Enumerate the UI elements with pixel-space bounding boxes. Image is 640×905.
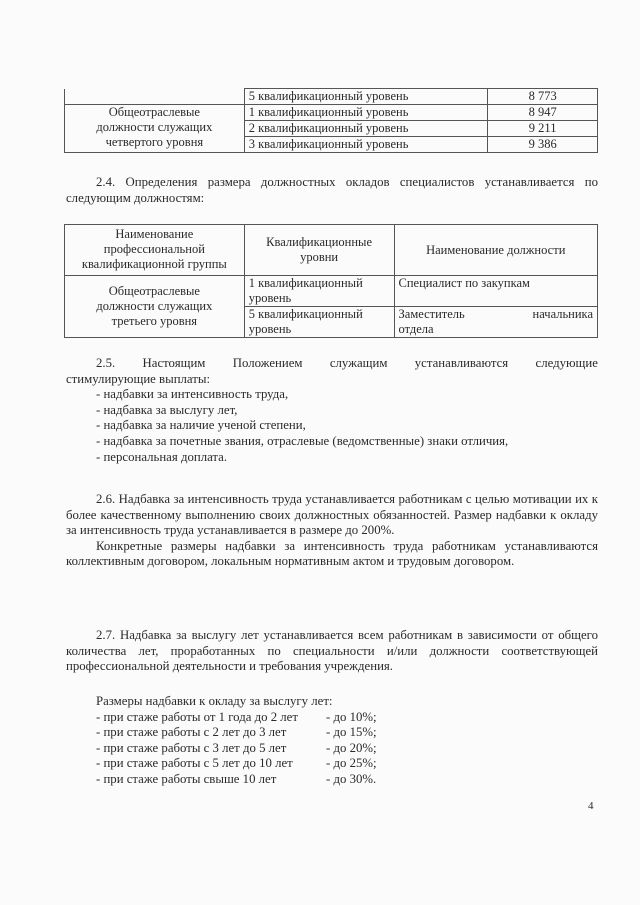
positions-table-third-level bbox=[64, 224, 598, 338]
qualification-level: 3 квалификационный уровень bbox=[244, 137, 488, 153]
qualification-level: 1 квалификационный уровень bbox=[244, 276, 394, 307]
salary-value: 8 947 bbox=[488, 105, 598, 121]
list-item: - при стаже работы с 2 лет до 3 лет - до 15%; bbox=[96, 725, 377, 740]
header-level: Квалификационные уровни bbox=[244, 225, 394, 276]
salary-value: 8 773 bbox=[488, 89, 598, 105]
qualification-level: 5 квалификационный уровень bbox=[244, 89, 488, 105]
list-item: - надбавка за наличие ученой степени, bbox=[96, 418, 306, 433]
list-item: - при стаже работы с 3 лет до 5 лет - до 20%; bbox=[96, 740, 377, 755]
group-cell: Общеотраслевые должности служащих четвертого уровня bbox=[65, 105, 245, 153]
section-2-7: 2.7. Надбавка за выслугу лет устанавливается всем работникам в зависимости от общего количества лет, проработанных по специальности и/или должности соответствующей профессиональной деятельности и требования учреждения. bbox=[66, 628, 598, 674]
section-2-4: 2.4. Определения размера должностных окладов специалистов устанавливается по следующим должностям: bbox=[66, 175, 598, 205]
page-number: 4 bbox=[588, 800, 594, 812]
list-item: - персональная доплата. bbox=[96, 449, 228, 464]
qualification-level: 1 квалификационный уровень bbox=[244, 105, 488, 121]
seniority-sizes bbox=[66, 694, 598, 788]
section-2-5-intro: 2.5. Настоящим Положением служащим устанавливаются следующие bbox=[96, 356, 598, 370]
list-item: - при стаже работы с 5 лет до 10 лет - до 25%; bbox=[96, 756, 377, 771]
list-item: - при стаже работы свыше 10 лет - до 30%. bbox=[96, 771, 377, 786]
table-header-row bbox=[65, 225, 598, 276]
header-position: Наименование должности bbox=[394, 225, 597, 276]
list-item: - при стаже работы от 1 года до 2 лет - до 10%; bbox=[96, 709, 377, 724]
position-name: Заместитель начальника отдела bbox=[394, 307, 597, 338]
qualification-level: 2 квалификационный уровень bbox=[244, 121, 488, 137]
salary-table-fourth-level bbox=[64, 88, 598, 153]
group-cell: Общеотраслевые должности служащих третьего уровня bbox=[65, 276, 245, 338]
salary-value: 9 211 bbox=[488, 121, 598, 137]
list-item: - надбавка за выслугу лет, bbox=[96, 402, 238, 417]
sizes-title: Размеры надбавки к окладу за выслугу лет: bbox=[96, 694, 333, 708]
qualification-level: 5 квалификационный уровень bbox=[244, 307, 394, 338]
list-item: - надбавки за интенсивность труда, bbox=[96, 387, 289, 402]
position-name: Специалист по закупкам bbox=[394, 276, 597, 307]
table-row bbox=[65, 89, 598, 105]
header-group: Наименование профессиональной квалификационной группы bbox=[65, 225, 245, 276]
section-2-6: 2.6. Надбавка за интенсивность труда устанавливается работникам с целью мотивации их к более качественному выполнению своих должностных обязанностей. Размер надбавки к окладу за интенсивность труда устанавливается в размере до 200%. Конкретные размеры надбавки за интенсивность труда работникам устанавливаются коллективным договором, локальным нормативным актом и трудовым договором. bbox=[66, 492, 598, 569]
table-row bbox=[65, 276, 598, 307]
section-2-5: 2.5. Настоящим Положением служащим устанавливаются следующие стимулирующие выплаты: - надбавки за интенсивность труда, - надбавка за выслугу лет, - надбавка за наличие ученой степени, - надбавка за почетные звания, отраслевые (ведомственные) знаки отличия, - персональная доплата. bbox=[66, 356, 598, 464]
table-row bbox=[65, 105, 598, 121]
salary-value: 9 386 bbox=[488, 137, 598, 153]
list-item: - надбавка за почетные звания, отраслевые (ведомственные) знаки отличия, bbox=[96, 433, 509, 448]
